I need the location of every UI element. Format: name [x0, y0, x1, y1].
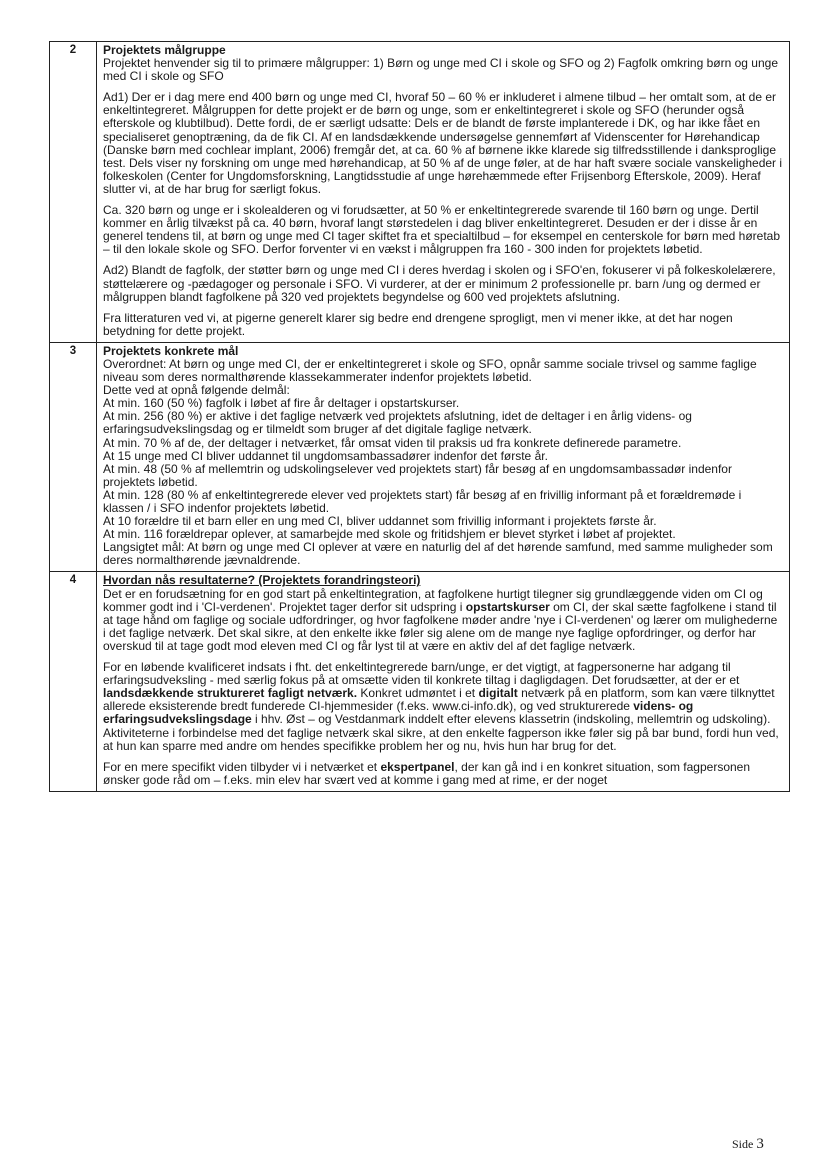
section-number: 2: [50, 42, 97, 343]
bold-term: opstartskurser: [465, 599, 550, 614]
goal-line: At min. 48 (50 % af mellemtrin og udskolingselever ved projektets start) får besøg af en ungdomsambassadør indenfor projektets løbetid.: [103, 461, 732, 489]
page-number-value: 3: [756, 1136, 764, 1152]
project-table: [49, 41, 790, 792]
paragraph: For en mere specifikt viden tilbyder vi i netværket et ekspertpanel, der kan gå ind i en konkret situation, som fagpersonen ønsker gode råd om – f.eks. min elev har svært ved at komme i gang med at rime, er der noget: [103, 759, 751, 787]
section-row-3: [50, 342, 790, 572]
page-number: [732, 1136, 764, 1153]
section-content: [97, 42, 790, 343]
bold-term: digitalt: [478, 686, 518, 701]
paragraph: Ad1) Der er i dag mere end 400 børn og unge med CI, hvoraf 50 – 60 % er inkluderet i almene tilbud – her omtalt som, at de er enkeltintegreret. Målgruppen for dette projekt er de børn og unge, som er enkeltintegreret i skole og SFO (herunder også efterskole og klubtilbud). Dette fordi, de er særligt udsatte: Dels er de blandt de første implanterede i DK, og har ikke fået en specialiseret genoptræning, da de fik CI. Af en landsdækkende undersøgelse gennemført af Videnscenter for Hørehandicap (Danske børn med cochlear implant, 2006) fremgår det, at ca. 60 % af børnene ikke klarede sig tilfredsstillende i danksproglige test. Dels viser ny forskning om unge med hørehandicap, at 50 % af de unge føler, at de har haft svære sociale vanskeligheder i folkeskolen (Center for Ungdomsforskning, Langtidsstudie af unge hørehæmmede efter Frijsenborg Efterskole, 2009). Heraf slutter vi, at de har brug for særligt fokus.: [103, 90, 783, 196]
section-number: 4: [50, 572, 97, 791]
goal-line: At min. 70 % af de, der deltager i netværket, får omsat viden til praksis ud fra konkrete definerede parametre.: [103, 435, 682, 450]
goal-line: At min. 256 (80 %) er aktive i det faglige netværk ved projektets afslutning, idet de deltager i en årlig videns- og erfaringsudvekslingsdag og er tilmeldt som bruger af det digitale faglige netværk.: [103, 409, 692, 437]
paragraph: Ad2) Blandt de fagfolk, der støtter børn og unge med CI i deres hverdag i skolen og i SFO'en, fokuserer vi på folkeskolelærere, støttelærere og -pædagoger og personale i SFO. Vi vurderer, at der er minimum 2 professionelle pr. barn /ung og dermed er målgruppen blandt fagfolkene på 320 ved projektets begyndelse og 600 ved projektets afslutning.: [103, 263, 776, 304]
section-row-2: [50, 42, 790, 343]
bold-term: videns- og erfaringsudvekslingsdage: [103, 699, 694, 727]
paragraph: Projektet henvender sig til to primære målgrupper: 1) Børn og unge med CI i skole og SFO og 2) Fagfolk omkring børn og unge med CI i skole og SFO: [103, 56, 778, 84]
goal-line: At 15 unge med CI bliver uddannet til ungdomsambassadører indenfor det første år.: [103, 448, 548, 463]
goal-line: Dette ved at opnå følgende delmål:: [103, 383, 290, 398]
paragraph: Fra litteraturen ved vi, at pigerne generelt klarer sig bedre end drengene sprogligt, men vi mener ikke, at det har nogen betydning for dette projekt.: [103, 310, 733, 338]
section-title: Hvordan nås resultaterne? (Projektets forandringsteori): [103, 573, 421, 588]
bold-term: ekspertpanel: [380, 759, 455, 774]
bold-term: landsdækkende struktureret fagligt netværk.: [103, 686, 358, 701]
goal-line: At min. 160 (50 %) fagfolk i løbet af fire år deltager i opstartskurser.: [103, 396, 460, 411]
page-word: Side: [732, 1137, 754, 1151]
goal-line: At min. 116 forældrepar oplever, at samarbejde med skole og fritidshjem er blevet styrket i løbet af projektet.: [103, 527, 676, 542]
paragraph: Ca. 320 børn og unge er i skolealderen og vi forudsætter, at 50 % er enkeltintegrerede svarende til 160 børn og unge. Dertil kommer en årlig tilvækst på ca. 40 børn, hvoraf langt størstedelen i dag bliver enkeltintegreret. Desuden er der i disse år en generel tendens til, at børn og unge med CI tager skiftet fra et specialtilbud – for eksempel en centerskole for børn med høretab – til den lokale skole og SFO. Derfor forventer vi en vækst i målgruppen fra 160 - 300 inden for projektets løbetid.: [103, 203, 781, 257]
goal-line: At min. 128 (80 % af enkeltintegrerede elever ved projektets start) får besøg af en frivillig informant på et forældremøde i klassen / i SFO indenfor projektets løbetid.: [103, 487, 742, 515]
goal-line: Langsigtet mål: At børn og unge med CI oplever at være en naturlig del af det hørende samfund, med samme muligheder som deres normalthørende jævnaldrende.: [103, 540, 773, 568]
section-content: [97, 342, 790, 572]
section-content: [97, 572, 790, 791]
paragraph: For en løbende kvalificeret indsats i fht. det enkeltintegrerede barn/unge, er det vigtigt, at fagpersonerne har adgang til erfaringsudveksling - med særlig fokus på at omsætte viden til konkrete tiltag i dagligdagen. Det forudsætter, at der er et landsdækkende struktureret fagligt netværk. Konkret udmøntet i et digitalt netværk på en platform, som kan være tilknyttet allerede eksisterende bredt funderede CI-hjemmesider (f.eks. www.ci-info.dk), og ved strukturerede videns- og erfaringsudvekslingsdage i hhv. Øst – og Vestdanmark inddelt efter elevens klassetrin (indskoling, mellemtrin og udskoling). Aktiviteterne i forbindelse med det faglige netværk skal sikre, at den enkelte fagperson ikke føler sig på bar bund, fordi hun ved, at hun kan sparre med andre om hendes specifikke problem her og nu, hvis hun har brug for det.: [103, 660, 779, 753]
section-title: Projektets konkrete mål: [103, 343, 239, 358]
goal-line: At 10 forældre til et barn eller en ung med CI, bliver uddannet som frivillig informant i projektets første år.: [103, 514, 657, 529]
goal-line: Overordnet: At børn og unge med CI, der er enkeltintegreret i skole og SFO, opnår samme sociale trivsel og samme faglige niveau som deres normalthørende klassekammerater indenfor projektets løbetid.: [103, 356, 757, 385]
section-number: 3: [50, 342, 97, 572]
section-row-4: [50, 572, 790, 791]
paragraph: Det er en forudsætning for en god start på enkeltintegration, at fagfolkene hurtigt tilegner sig grundlæggende viden om CI og kommer godt ind i 'CI-verdenen'. Projektet tager derfor sit udspring i opstartskurser om CI, der skal sætte fagfolkene i stand til at tage hånd om faglige og sociale udfordringer, og hvor fagfolkene møder andre 'nye i CI-verdenen' og lærer om mulighederne i det faglige netværk. Det skal sikre, at den enkelte ikke føler sig alene om de mange nye faglige opfordringer, og derfor har overskud til at tage godt mod eleven med CI og får lyst til at være en aktiv del af det faglige netværk.: [103, 586, 778, 653]
section-title: Projektets målgruppe: [103, 43, 226, 57]
